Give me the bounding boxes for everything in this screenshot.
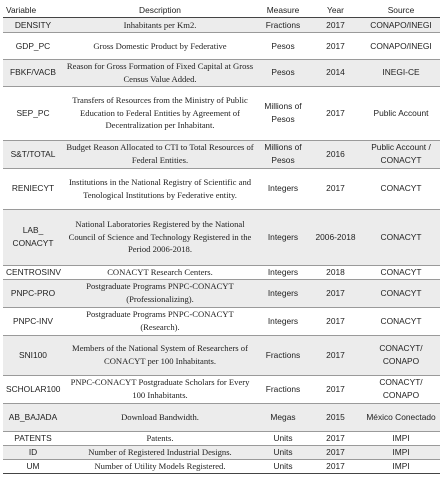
cell-variable: PNPC-INV (3, 307, 63, 335)
cell-measure: Integers (257, 168, 309, 209)
variables-table (3, 3, 440, 474)
cell-description: Number of Utility Models Registered. (63, 459, 257, 473)
table-row (3, 168, 440, 209)
table-row (3, 445, 440, 459)
cell-source: CONACYT/ CONAPO (362, 375, 440, 403)
header-measure: Measure (257, 3, 309, 18)
cell-year: 2017 (309, 431, 362, 445)
cell-measure: Fractions (257, 375, 309, 403)
cell-description: Number of Registered Industrial Designs. (63, 445, 257, 459)
cell-variable: CENTROSINV (3, 265, 63, 279)
cell-description: Download Bandwidth. (63, 403, 257, 431)
cell-source: IMPI (362, 431, 440, 445)
cell-description: PNPC-CONACYT Postgraduate Scholars for Every 100 Inhabitants. (63, 375, 257, 403)
cell-description: Budget Reason Allocated to CTI to Total Resources of Federal Entities. (63, 140, 257, 168)
table-row (3, 18, 440, 33)
cell-source: CONACYT/ CONAPO (362, 335, 440, 375)
cell-source: INEGI-CE (362, 60, 440, 87)
cell-variable: AB_BAJADA (3, 403, 63, 431)
cell-description: Postgraduate Programs PNPC-CONACYT (Research). (63, 307, 257, 335)
cell-source: Public Account (362, 86, 440, 140)
table-body (3, 18, 440, 474)
cell-measure: Integers (257, 279, 309, 307)
cell-description: National Laboratories Registered by the National Council of Science and Technology Registered in the Period 2006-2018. (63, 209, 257, 265)
table-row (3, 307, 440, 335)
cell-year: 2017 (309, 445, 362, 459)
table-row (3, 265, 440, 279)
cell-measure: Pesos (257, 33, 309, 60)
cell-source: Public Account / CONACYT (362, 140, 440, 168)
cell-variable: RENIECYT (3, 168, 63, 209)
cell-variable: S&T/TOTAL (3, 140, 63, 168)
cell-source: CONACYT (362, 168, 440, 209)
cell-measure: Millions of Pesos (257, 86, 309, 140)
cell-year: 2018 (309, 265, 362, 279)
cell-source: IMPI (362, 459, 440, 473)
cell-measure: Integers (257, 265, 309, 279)
cell-variable: PNPC-PRO (3, 279, 63, 307)
cell-description: CONACYT Research Centers. (63, 265, 257, 279)
cell-source: CONAPO/INEGI (362, 18, 440, 33)
cell-source: CONACYT (362, 307, 440, 335)
cell-variable: LAB_ CONACYT (3, 209, 63, 265)
cell-year: 2014 (309, 60, 362, 87)
cell-year: 2017 (309, 335, 362, 375)
header-source: Source (362, 3, 440, 18)
cell-measure: Units (257, 459, 309, 473)
cell-measure: Units (257, 431, 309, 445)
cell-year: 2017 (309, 168, 362, 209)
cell-variable: FBKF/VACB (3, 60, 63, 87)
cell-description: Postgraduate Programs PNPC-CONACYT (Professionalizing). (63, 279, 257, 307)
cell-variable: UM (3, 459, 63, 473)
cell-description: Patents. (63, 431, 257, 445)
table-header (3, 3, 440, 18)
cell-source: México Conectado (362, 403, 440, 431)
cell-measure: Megas (257, 403, 309, 431)
cell-source: CONACYT (362, 209, 440, 265)
cell-variable: ID (3, 445, 63, 459)
cell-source: CONACYT (362, 279, 440, 307)
table-row (3, 403, 440, 431)
cell-measure: Millions of Pesos (257, 140, 309, 168)
cell-description: Transfers of Resources from the Ministry of Public Education to Federal Entities by Agreement of Decentralization per Inhabitant. (63, 86, 257, 140)
table-row (3, 431, 440, 445)
cell-year: 2017 (309, 459, 362, 473)
cell-year: 2017 (309, 86, 362, 140)
header-description: Description (63, 3, 257, 18)
cell-year: 2015 (309, 403, 362, 431)
cell-description: Inhabitants per Km2. (63, 18, 257, 33)
cell-measure: Fractions (257, 18, 309, 33)
cell-source: IMPI (362, 445, 440, 459)
cell-year: 2017 (309, 375, 362, 403)
cell-description: Members of the National System of Researchers of CONACYT per 100 Inhabitants. (63, 335, 257, 375)
cell-year: 2016 (309, 140, 362, 168)
cell-description: Reason for Gross Formation of Fixed Capital at Gross Census Value Added. (63, 60, 257, 87)
table-row (3, 86, 440, 140)
cell-variable: PATENTS (3, 431, 63, 445)
cell-year: 2017 (309, 33, 362, 60)
cell-measure: Integers (257, 209, 309, 265)
cell-description: Institutions in the National Registry of Scientific and Tenological Institutions by Federative entity. (63, 168, 257, 209)
header-variable: Variable (3, 3, 63, 18)
table-row (3, 375, 440, 403)
cell-variable: GDP_PC (3, 33, 63, 60)
header-year: Year (309, 3, 362, 18)
cell-measure: Units (257, 445, 309, 459)
table-row (3, 33, 440, 60)
cell-year: 2017 (309, 279, 362, 307)
table-row (3, 140, 440, 168)
cell-source: CONACYT (362, 265, 440, 279)
cell-variable: SNI100 (3, 335, 63, 375)
cell-year: 2017 (309, 18, 362, 33)
table-row (3, 459, 440, 473)
table-row (3, 209, 440, 265)
cell-description: Gross Domestic Product by Federative (63, 33, 257, 60)
cell-variable: SCHOLAR100 (3, 375, 63, 403)
cell-variable: SEP_PC (3, 86, 63, 140)
cell-measure: Integers (257, 307, 309, 335)
table-row (3, 335, 440, 375)
header-row (3, 3, 440, 18)
table-row (3, 60, 440, 87)
cell-measure: Fractions (257, 335, 309, 375)
cell-measure: Pesos (257, 60, 309, 87)
cell-year: 2017 (309, 307, 362, 335)
cell-year: 2006-2018 (309, 209, 362, 265)
cell-variable: DENSITY (3, 18, 63, 33)
cell-source: CONAPO/INEGI (362, 33, 440, 60)
table-row (3, 279, 440, 307)
